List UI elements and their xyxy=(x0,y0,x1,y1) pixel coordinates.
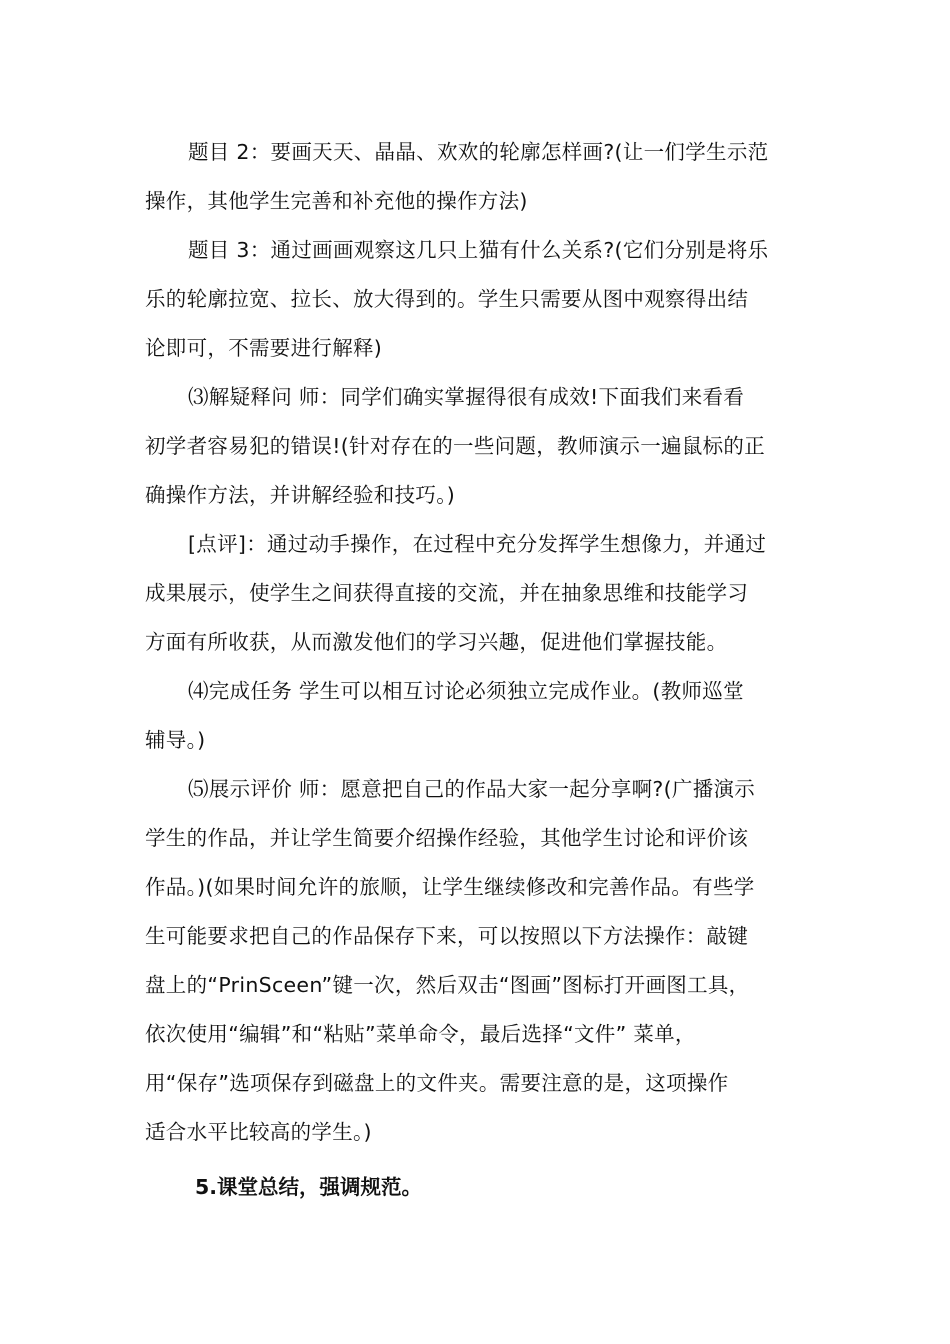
paragraph-line: ⑷完成任务 学生可以相互讨论必须独立完成作业。(教师巡堂 xyxy=(188,679,744,703)
document-page xyxy=(145,128,810,1212)
paragraph-line: 作品。)(如果时间允许的旅顺，让学生继续修改和完善作品。有些学 xyxy=(145,875,755,899)
paragraph-line: 学生的作品，并让学生简要介绍操作经验，其他学生讨论和评价该 xyxy=(145,826,749,850)
paragraph-topic-3 xyxy=(145,226,810,373)
paragraph-line: 用“保存”选项保存到磁盘上的文件夹。需要注意的是，这项操作 xyxy=(145,1071,729,1095)
paragraph-q-and-a xyxy=(145,373,810,520)
section-heading: 5.课堂总结，强调规范。 xyxy=(195,1175,423,1199)
paragraph-topic-2 xyxy=(145,128,810,226)
paragraph-line: 论即可，不需要进行解释) xyxy=(145,336,383,360)
paragraph-line: 初学者容易犯的错误!(针对存在的一些问题，教师演示一遍鼠标的正 xyxy=(145,434,766,458)
paragraph-line: [点评]：通过动手操作，在过程中充分发挥学生想像力，并通过 xyxy=(188,532,767,556)
paragraph-line: 操作，其他学生完善和补充他的操作方法) xyxy=(145,189,528,213)
paragraph-line: ⑶解疑释问 师：同学们确实掌握得很有成效!下面我们来看看 xyxy=(188,385,745,409)
paragraph-line: 方面有所收获，从而激发他们的学习兴趣，促进他们掌握技能。 xyxy=(145,630,728,654)
paragraph-line: 生可能要求把自己的作品保存下来，可以按照以下方法操作：敲键 xyxy=(145,924,749,948)
paragraph-line: 适合水平比较高的学生。) xyxy=(145,1120,372,1144)
paragraph-line: 题目 2：要画天天、晶晶、欢欢的轮廓怎样画?(让一们学生示范 xyxy=(188,140,769,164)
paragraph-complete-task xyxy=(145,667,810,765)
paragraph-showcase xyxy=(145,765,810,1157)
paragraph-line: 依次使用“编辑”和“粘贴”菜单命令，最后选择“文件” 菜单， xyxy=(145,1022,696,1046)
paragraph-line: 确操作方法，并讲解经验和技巧。) xyxy=(145,483,456,507)
paragraph-comment xyxy=(145,520,810,667)
paragraph-line: 题目 3：通过画画观察这几只上猫有什么关系?(它们分别是将乐 xyxy=(188,238,769,262)
paragraph-line: 盘上的“PrinSceen”键一次，然后双击“图画”图标打开画图工具， xyxy=(145,973,750,997)
paragraph-line: 乐的轮廓拉宽、拉长、放大得到的。学生只需要从图中观察得出结 xyxy=(145,287,749,311)
paragraph-line: ⑸展示评价 师：愿意把自己的作品大家一起分享啊?(广播演示 xyxy=(188,777,756,801)
paragraph-line: 成果展示，使学生之间获得直接的交流，并在抽象思维和技能学习 xyxy=(145,581,749,605)
paragraph-line: 辅导。) xyxy=(145,728,206,752)
